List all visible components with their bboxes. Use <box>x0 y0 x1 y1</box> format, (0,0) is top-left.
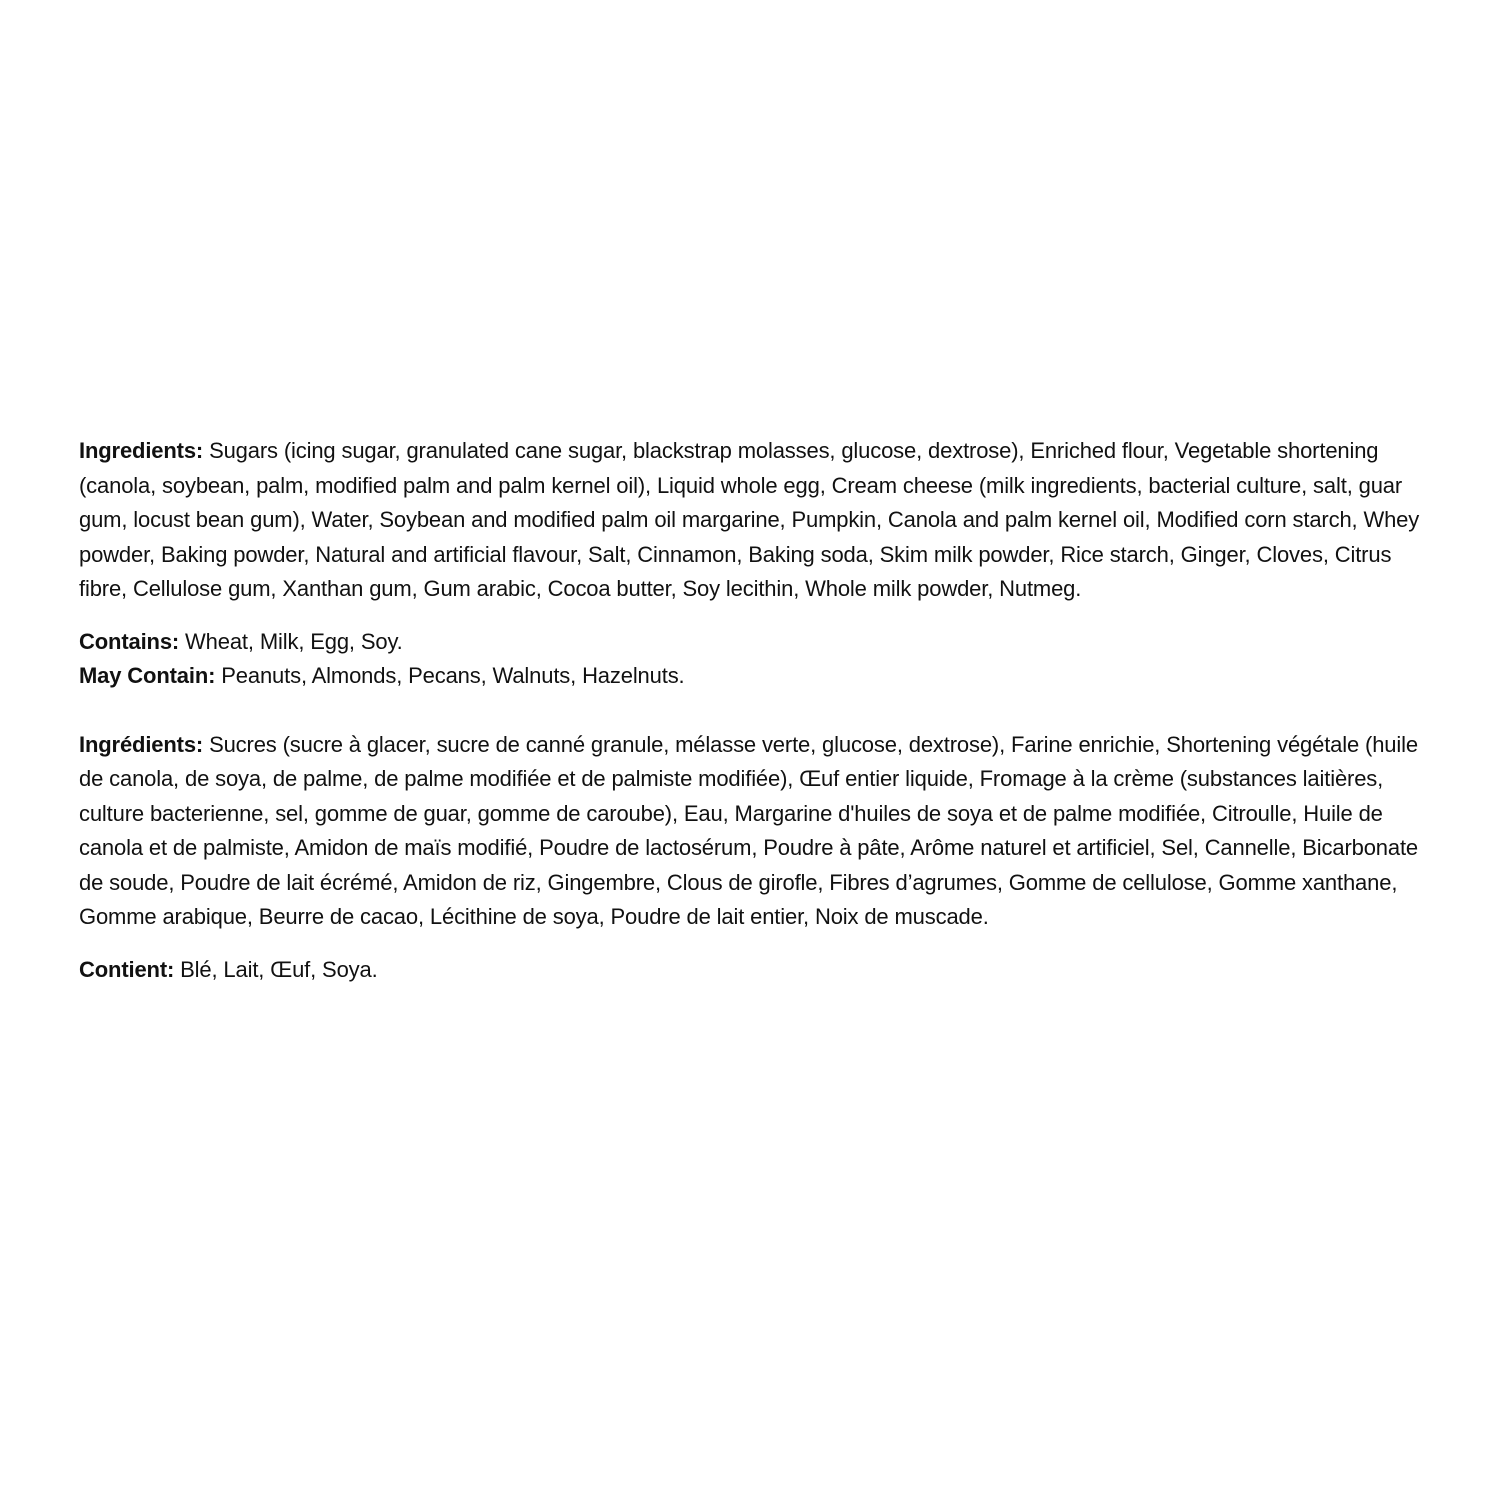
ingredients-label-document <box>79 434 1429 987</box>
english-may-contain-line <box>79 659 1429 694</box>
english-ingredients-text: Sugars (icing sugar, granulated cane sugar, blackstrap molasses, glucose, dextrose), Enriched flour, Vegetable shortening (canola, soybean, palm, modified palm and palm kernel oil), Liquid whole egg, Cream cheese (milk ingredients, bacterial culture, salt, guar gum, locust bean gum), Water, Soybean and modified palm oil margarine, Pumpkin, Canola and palm kernel oil, Modified corn starch, Whey powder, Baking powder, Natural and artificial flavour, Salt, Cinnamon, Baking soda, Skim milk powder, Rice starch, Ginger, Cloves, Citrus fibre, Cellulose gum, Xanthan gum, Gum arabic, Cocoa butter, Soy lecithin, Whole milk powder, Nutmeg. <box>79 438 1420 601</box>
french-ingredients-paragraph <box>79 728 1429 935</box>
french-ingredients-heading: Ingrédients: <box>79 731 204 757</box>
english-may-contain-text: Peanuts, Almonds, Pecans, Walnuts, Hazelnuts. <box>215 663 685 688</box>
english-may-contain-heading: May Contain: <box>79 663 216 688</box>
french-contains-line <box>79 953 1429 988</box>
french-contains-heading: Contient: <box>79 956 175 982</box>
english-contains-line <box>79 625 1429 660</box>
english-ingredients-paragraph <box>79 434 1429 607</box>
english-contains-text: Wheat, Milk, Egg, Soy. <box>179 628 403 654</box>
english-ingredients-heading: Ingredients: <box>79 438 204 463</box>
spacer <box>79 694 1429 728</box>
french-ingredients-text: Sucres (sucre à glacer, sucre de canné granule, mélasse verte, glucose, dextrose), Farine enrichie, Shortening végétale (huile de canola, de soya, de palme, de palme modifiée et de palmiste modifiée), Œuf entier liquide, Fromage à la crème (substances laitières, culture bacterienne, sel, gomme de guar, gomme de caroube), Eau, Margarine d'huiles de soya et de palme modifiée, Citroulle, Huile de canola et de palmiste, Amidon de maïs modifié, Poudre de lactosérum, Poudre à pâte, Arôme naturel et artificiel, Sel, Cannelle, Bicarbonate de soude, Poudre de lait écrémé, Amidon de riz, Gingembre, Clous de girofle, Fibres d’agrumes, Gomme de cellulose, Gomme xanthane, Gomme arabique, Beurre de cacao, Lécithine de soya, Poudre de lait entier, Noix de muscade. <box>79 731 1419 929</box>
french-contains-text: Blé, Lait, Œuf, Soya. <box>174 956 378 982</box>
spacer <box>79 607 1429 625</box>
spacer <box>79 935 1429 953</box>
english-contains-heading: Contains: <box>79 628 180 654</box>
